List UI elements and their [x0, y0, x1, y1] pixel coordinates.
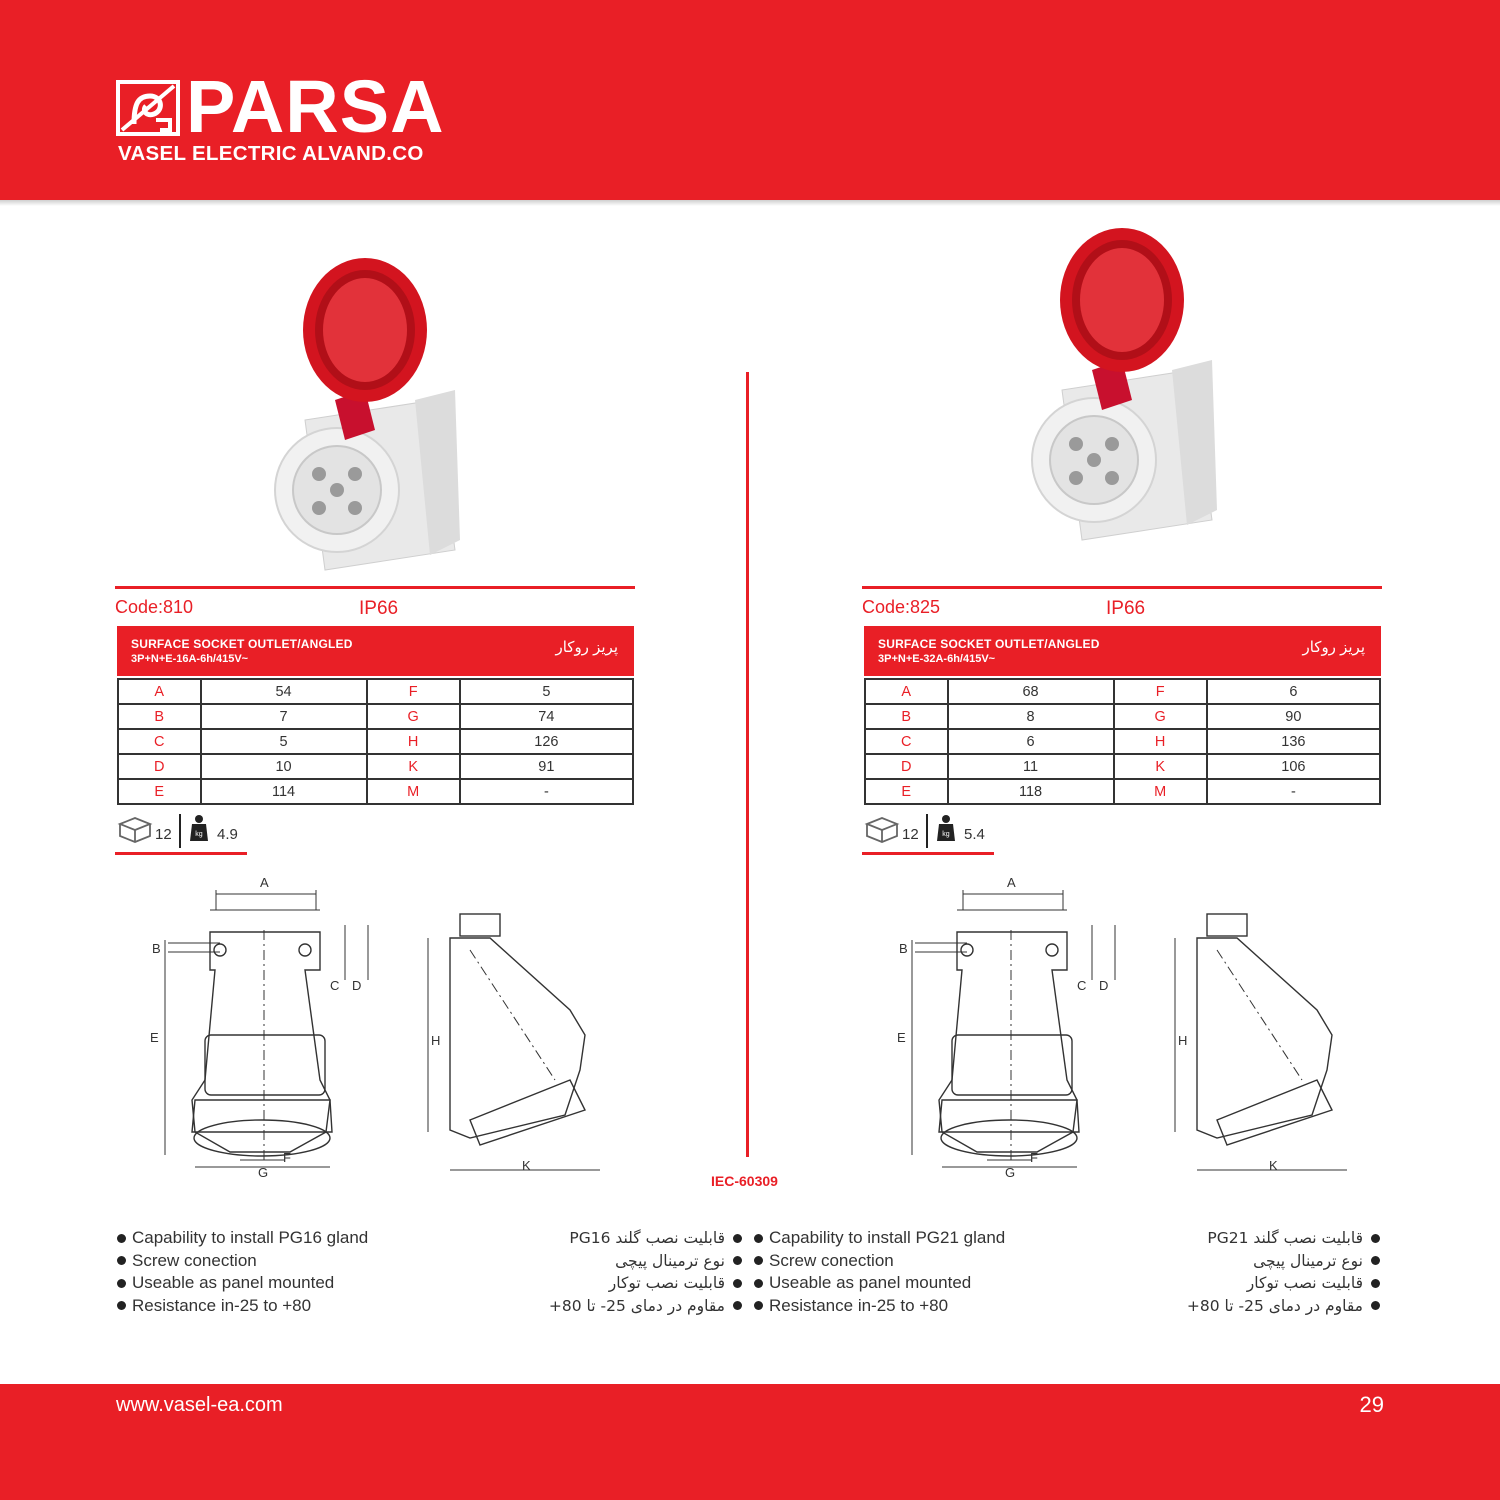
table-row: [865, 729, 1380, 754]
feature-text: قابلیت نصب گلند PG16: [569, 1229, 725, 1247]
dim-value: 91: [460, 754, 633, 779]
dim-key: G: [367, 704, 460, 729]
standard-label: IEC-60309: [711, 1173, 778, 1189]
dim-key: K: [367, 754, 460, 779]
label-c: C: [1077, 978, 1087, 993]
bullet-icon: [117, 1301, 126, 1310]
table-row: [118, 704, 633, 729]
pack-rule: [862, 852, 994, 855]
feature-text: قابلیت نصب توکار: [1246, 1274, 1363, 1292]
dim-key: E: [865, 779, 948, 804]
list-item: [470, 1227, 742, 1250]
dimensions-table: [117, 678, 634, 805]
bullet-icon: [1371, 1234, 1380, 1243]
bullet-icon: [1371, 1301, 1380, 1310]
dim-key: C: [865, 729, 948, 754]
pack-quantity: 12: [155, 826, 172, 843]
list-item: [117, 1295, 387, 1318]
feature-text: نوع ترمینال پیچی: [1253, 1251, 1363, 1270]
bullet-icon: [117, 1256, 126, 1265]
dim-key: B: [865, 704, 948, 729]
bullet-icon: [754, 1279, 763, 1288]
dim-value: 8: [948, 704, 1114, 729]
dim-value: 90: [1207, 704, 1380, 729]
header-shadow: [0, 200, 1500, 206]
dim-key: H: [367, 729, 460, 754]
packaging-info: [115, 814, 255, 848]
list-item: [754, 1250, 1024, 1273]
spec-header: [864, 626, 1381, 676]
page-number: 29: [1359, 1392, 1384, 1417]
header-band: [0, 0, 1500, 200]
dim-key: D: [865, 754, 948, 779]
label-k: K: [1269, 1158, 1278, 1173]
product-title-fa: پریز روکار: [555, 639, 618, 656]
table-row: [118, 729, 633, 754]
dim-value: -: [460, 779, 633, 804]
product-card-825: [769, 220, 1382, 1315]
feature-text: نوع ترمینال پیچی: [615, 1251, 725, 1270]
feature-text: Useable as panel mounted: [769, 1273, 972, 1292]
label-e: E: [897, 1030, 906, 1045]
list-item: [754, 1295, 1024, 1318]
section-rule: [862, 586, 1382, 589]
weight-unit: kg: [942, 831, 950, 838]
features-en: [754, 1227, 1024, 1317]
feature-text: قابلیت نصب گلند PG21: [1207, 1229, 1363, 1247]
bullet-icon: [754, 1301, 763, 1310]
product-card-810: [115, 220, 725, 1315]
pack-weight: 4.9: [217, 826, 238, 843]
dim-value: 5: [460, 679, 633, 704]
dim-key: G: [1114, 704, 1207, 729]
label-f: F: [283, 1150, 291, 1165]
dim-key: M: [1114, 779, 1207, 804]
label-b: B: [899, 941, 908, 956]
feature-text: Capability to install PG21 gland: [769, 1228, 1006, 1247]
label-d: D: [1099, 978, 1109, 993]
product-title-en: SURFACE SOCKET OUTLET/ANGLED: [131, 637, 353, 651]
parsa-logo-icon: [116, 80, 180, 136]
weight-icon: [936, 814, 956, 842]
dim-key: F: [1114, 679, 1207, 704]
dim-key: C: [118, 729, 201, 754]
product-code: Code:825: [862, 597, 941, 617]
bullet-icon: [733, 1234, 742, 1243]
dim-value: 10: [201, 754, 367, 779]
feature-text: Screw conection: [769, 1250, 894, 1270]
table-row: [865, 779, 1380, 804]
feature-text: Useable as panel mounted: [132, 1273, 335, 1292]
table-row: [865, 754, 1380, 779]
socket-photo: [1022, 220, 1232, 550]
product-code: Code:810: [115, 597, 194, 617]
product-title-fa: پریز روکار: [1302, 639, 1365, 656]
table-row: [865, 704, 1380, 729]
dim-value: 6: [948, 729, 1114, 754]
table-row: [118, 754, 633, 779]
dim-value: -: [1207, 779, 1380, 804]
dim-key: A: [865, 679, 948, 704]
product-spec: 3P+N+E-16A-6h/415V~: [131, 653, 249, 665]
label-a: A: [1007, 875, 1016, 890]
label-d: D: [352, 978, 362, 993]
dim-key: M: [367, 779, 460, 804]
pack-quantity: 12: [902, 826, 919, 843]
features-en: [117, 1227, 387, 1317]
pack-rule: [115, 852, 247, 855]
brand-logo: [116, 65, 476, 171]
list-item: [1108, 1295, 1380, 1318]
dimension-drawing: [140, 870, 620, 1180]
list-item: [470, 1295, 742, 1318]
footer-band: [0, 1384, 1500, 1500]
pack-separator: [926, 814, 928, 848]
feature-text: Screw conection: [132, 1250, 257, 1270]
company-name: VASEL ELECTRIC ALVAND.CO: [118, 142, 424, 165]
bullet-icon: [1371, 1279, 1380, 1288]
bullet-icon: [1371, 1256, 1380, 1265]
dim-key: K: [1114, 754, 1207, 779]
bullet-icon: [754, 1234, 763, 1243]
dim-value: 106: [1207, 754, 1380, 779]
ip-rating: IP66: [1106, 598, 1146, 619]
feature-text: Resistance in-25 to +80: [132, 1295, 312, 1315]
dim-value: 11: [948, 754, 1114, 779]
dim-value: 54: [201, 679, 367, 704]
table-row: [118, 679, 633, 704]
feature-text: قابلیت نصب توکار: [608, 1274, 725, 1292]
features-fa: [470, 1227, 742, 1317]
feature-text: مقاوم در دمای 25- تا 80+: [1186, 1296, 1363, 1315]
spec-header: [117, 626, 634, 676]
list-item: [470, 1250, 742, 1273]
product-spec: 3P+N+E-32A-6h/415V~: [878, 653, 996, 665]
list-item: [1108, 1272, 1380, 1295]
list-item: [117, 1227, 387, 1250]
feature-text: Capability to install PG16 gland: [132, 1228, 369, 1247]
dim-value: 74: [460, 704, 633, 729]
dim-key: F: [367, 679, 460, 704]
socket-photo: [265, 250, 475, 580]
dim-value: 126: [460, 729, 633, 754]
list-item: [117, 1250, 387, 1273]
label-b: B: [152, 941, 161, 956]
label-h: H: [431, 1033, 441, 1048]
ip-rating: IP66: [359, 598, 399, 619]
dim-value: 7: [201, 704, 367, 729]
bullet-icon: [117, 1234, 126, 1243]
label-f: F: [1030, 1150, 1038, 1165]
bullet-icon: [754, 1256, 763, 1265]
list-item: [470, 1272, 742, 1295]
dim-value: 68: [948, 679, 1114, 704]
table-row: [865, 679, 1380, 704]
box-icon: [864, 814, 900, 844]
weight-icon: [189, 814, 209, 842]
feature-text: Resistance in-25 to +80: [769, 1295, 949, 1315]
packaging-info: [862, 814, 1002, 848]
label-g: G: [258, 1165, 269, 1180]
dim-value: 136: [1207, 729, 1380, 754]
dim-value: 114: [201, 779, 367, 804]
section-rule: [115, 586, 635, 589]
dim-key: H: [1114, 729, 1207, 754]
list-item: [754, 1272, 1024, 1295]
bullet-icon: [733, 1301, 742, 1310]
website-link[interactable]: www.vasel-ea.com: [116, 1394, 283, 1416]
dim-value: 5: [201, 729, 367, 754]
label-h: H: [1178, 1033, 1188, 1048]
product-title-en: SURFACE SOCKET OUTLET/ANGLED: [878, 637, 1100, 651]
dim-key: A: [118, 679, 201, 704]
dim-key: D: [118, 754, 201, 779]
label-a: A: [260, 875, 269, 890]
dim-key: B: [118, 704, 201, 729]
weight-unit: kg: [195, 831, 203, 838]
dim-key: E: [118, 779, 201, 804]
dim-value: 6: [1207, 679, 1380, 704]
bullet-icon: [733, 1256, 742, 1265]
label-e: E: [150, 1030, 159, 1045]
list-item: [1108, 1227, 1380, 1250]
list-item: [754, 1227, 1024, 1250]
label-c: C: [330, 978, 340, 993]
label-k: K: [522, 1158, 531, 1173]
label-g: G: [1005, 1165, 1016, 1180]
list-item: [117, 1272, 387, 1295]
feature-text: مقاوم در دمای 25- تا 80+: [548, 1296, 725, 1315]
pack-weight: 5.4: [964, 826, 985, 843]
box-icon: [117, 814, 153, 844]
dimension-drawing: [887, 870, 1367, 1180]
bullet-icon: [733, 1279, 742, 1288]
bullet-icon: [117, 1279, 126, 1288]
brand-name: PARSA: [186, 65, 445, 148]
features-fa: [1108, 1227, 1380, 1317]
center-divider: [746, 372, 749, 1157]
dim-value: 118: [948, 779, 1114, 804]
pack-separator: [179, 814, 181, 848]
dimensions-table: [864, 678, 1381, 805]
table-row: [118, 779, 633, 804]
list-item: [1108, 1250, 1380, 1273]
